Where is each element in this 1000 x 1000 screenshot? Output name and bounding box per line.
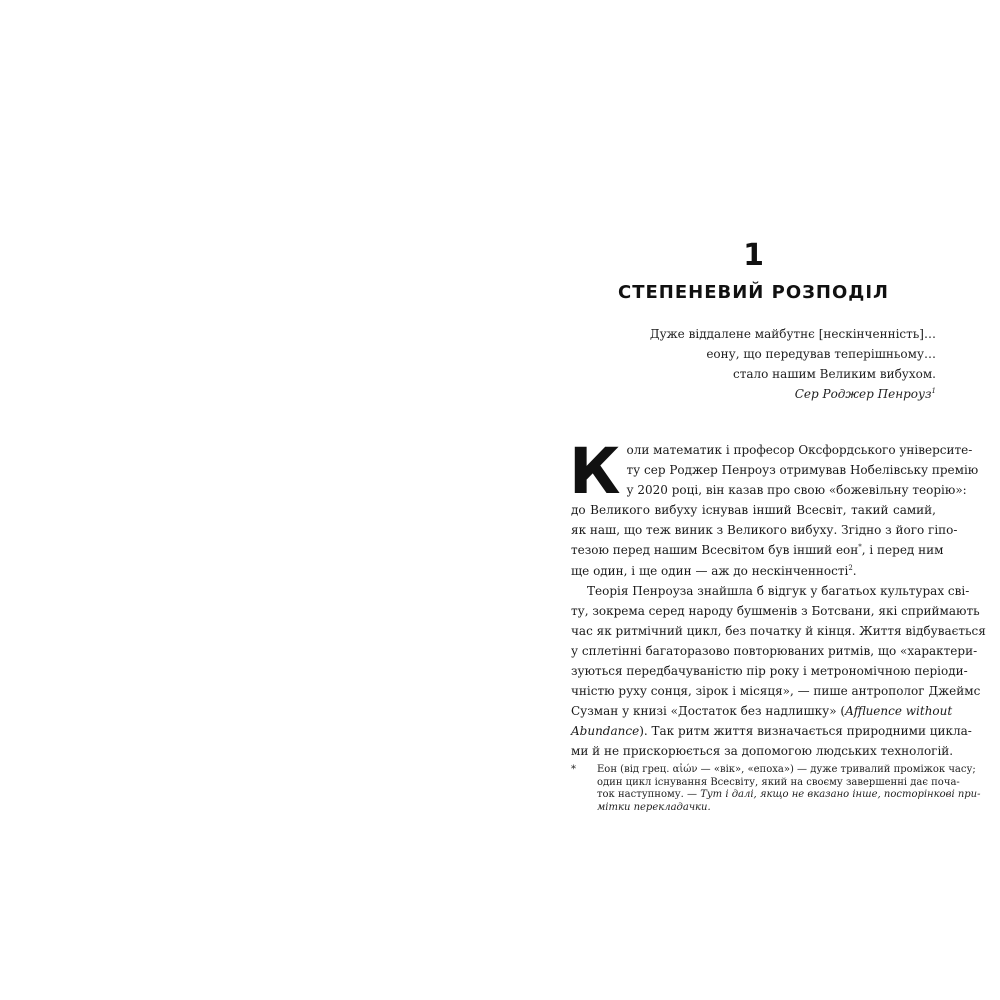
chapter-title: СТЕПЕНЕВИЙ РОЗПОДІЛ	[618, 282, 889, 303]
epigraph-author-name: Сер Роджер Пенроуз	[794, 387, 932, 402]
text-line: ту сер Роджер Пенроуз отримував Нобелівську премію	[626, 463, 979, 478]
book-page	[569, 0, 986, 1000]
footnote	[571, 764, 981, 814]
text-line: у 2020 році, він казав про свою «божевільну теорію»:	[626, 483, 967, 498]
footnote-ref-star: *	[858, 543, 862, 552]
text-fragment: тезою перед нашим Всесвітом був інший еон	[571, 543, 859, 558]
epigraph-author	[571, 384, 936, 404]
text-fragment: Сузман у книзі «Достаток без надлишку» (	[571, 704, 846, 719]
text-line: чністю руху сонця, зірок і місяця», — пише антрополог Джеймс	[571, 684, 981, 699]
text-line: час як ритмічний цикл, без початку й кінця. Життя відбувається	[571, 623, 986, 638]
footnote-fragment-italic: мітки перекладачки.	[597, 801, 711, 813]
footnote-fragment: ток наступному. —	[597, 789, 701, 800]
footnote-text	[597, 764, 981, 814]
epigraph	[571, 324, 936, 404]
text-line	[571, 540, 944, 560]
text-fragment: ). Так ритм життя визначається природними цикла-	[639, 724, 972, 739]
book-title-italic: Abundance	[571, 724, 640, 739]
text-line	[571, 721, 972, 741]
book-title-italic: Affluence without	[845, 704, 953, 719]
text-line: ми й не прискорюється за допомогою людських технологій.	[571, 744, 954, 759]
text-line: ту, зокрема серед народу бушменів з Ботсвани, які сприймають	[571, 603, 980, 618]
text-line: як наш, що теж виник з Великого вибуху. Згідно з його гіпо-	[571, 523, 958, 538]
drop-cap: К	[569, 435, 621, 508]
footnote-line: Еон (від грец. αἰών — «вік», «епоха») — дуже тривалий проміжок часу;	[597, 764, 976, 775]
epigraph-note-ref: 1	[931, 387, 936, 396]
footnote-line	[597, 802, 936, 815]
text-line: у сплетінні багаторазово повторюваних ритмів, що «характери-	[571, 643, 978, 658]
text-line: зуються передбачуваністю пір року і метрономічною періоди-	[571, 664, 968, 679]
epigraph-line: еону, що передував теперішньому…	[706, 347, 936, 362]
text-fragment: .	[852, 563, 857, 578]
epigraph-line: Дуже віддалене майбутнє [нескінченність]…	[649, 327, 936, 341]
epigraph-line: стало нашим Великим вибухом.	[733, 367, 936, 382]
text-fragment: ще один, і ще один — аж до нескінченності	[571, 563, 849, 578]
footnote-ref-2: 2	[848, 563, 853, 572]
footnote-line	[597, 789, 981, 802]
text-line	[571, 561, 936, 581]
footnote-fragment-italic: Тут і далі, якщо не вказано інше, посторінкові при-	[700, 789, 981, 800]
chapter-number: 1	[743, 238, 764, 273]
text-line: оли математик і професор Оксфордського університе-	[626, 443, 973, 457]
text-line	[571, 701, 953, 721]
footnote-line: один цикл існування Всесвіту, який на своєму завершенні дає поча-	[597, 776, 960, 788]
body-text	[569, 435, 986, 762]
footnote-marker: *	[571, 764, 576, 775]
text-line: до Великого вибуху існував інший Всесвіт, такий самий,	[571, 503, 936, 518]
text-fragment: , і перед ним	[861, 543, 944, 558]
text-line: Теорія Пенроуза знайшла б відгук у багатьох культурах сві-	[587, 583, 970, 598]
